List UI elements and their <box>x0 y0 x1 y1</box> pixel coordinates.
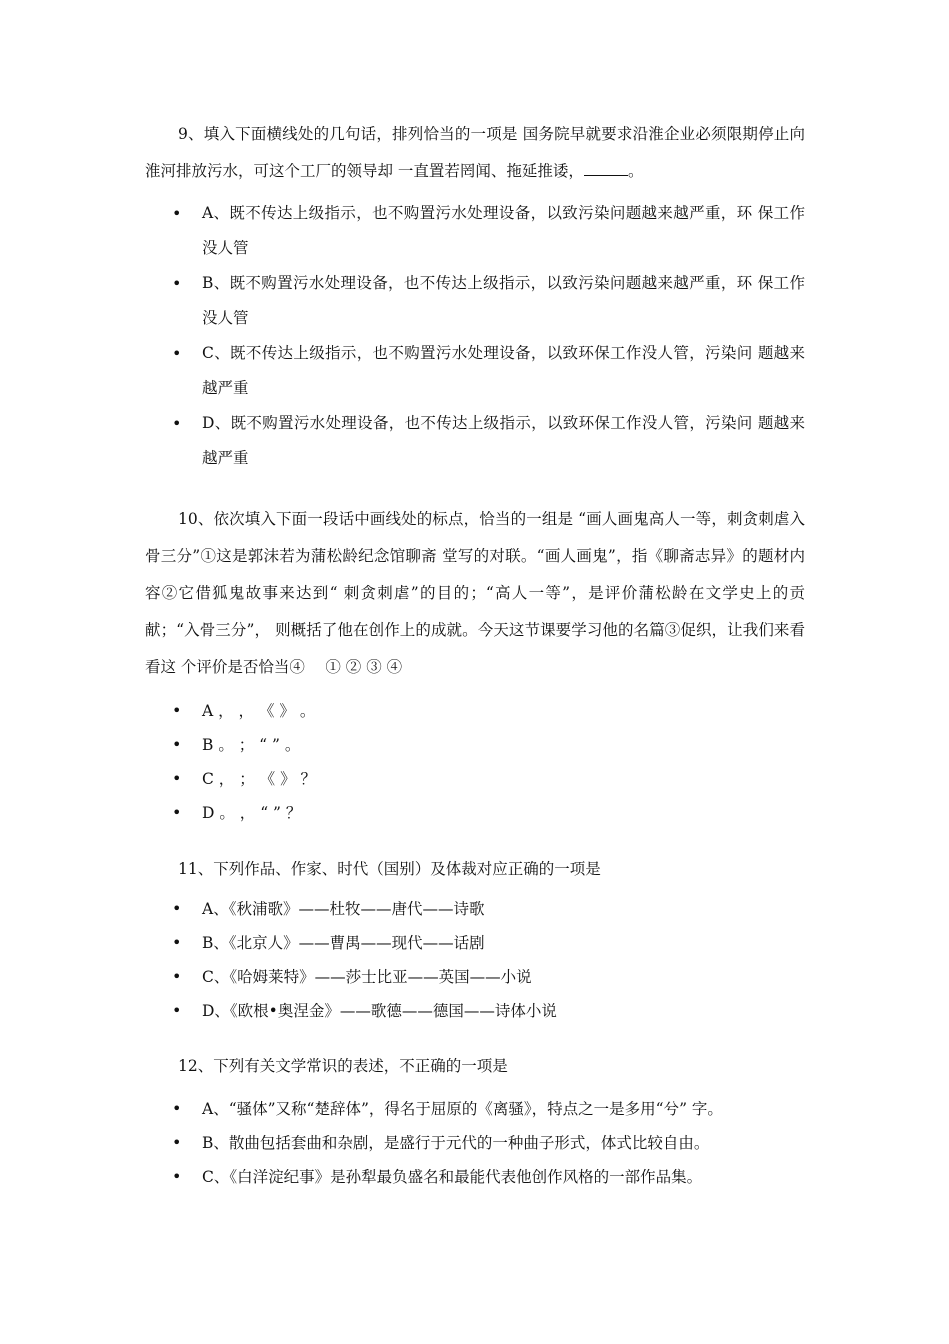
option-9-a: • A、既不传达上级指示，也不购置污水处理设备，以致污染问题越来越严重，环 保工作没人管 <box>0 196 805 266</box>
bullet-icon: • <box>172 899 182 918</box>
option-9-b: • B、既不购置污水处理设备，也不传达上级指示，以致污染问题越来越严重，环 保工作没人管 <box>0 266 805 336</box>
bullet-icon: • <box>172 735 182 754</box>
question-10-options <box>0 694 949 830</box>
bullet-icon: • <box>172 769 182 788</box>
bullet-icon: • <box>172 967 182 986</box>
option-10-d: • D 。 ， “ ” ？ <box>0 796 805 830</box>
bullet-icon: • <box>172 701 182 720</box>
question-12-stem: 12、下列有关文学常识的表述，不正确的一项是 <box>178 1057 508 1075</box>
bullet-icon: • <box>172 1099 182 1118</box>
option-11-a: • A、《秋浦歌》——杜牧——唐代——诗歌 <box>0 892 805 926</box>
option-12-b: • B、散曲包括套曲和杂剧，是盛行于元代的一种曲子形式，体式比较自由。 <box>0 1126 805 1160</box>
bullet-icon: • <box>172 1133 182 1152</box>
question-10-stem: 10、依次填入下面一段话中画线处的标点，恰当的一组是 “画人画鬼高人一等，刺贪刺虐入骨三分”①这是郭沫若为蒲松龄纪念馆聊斋 堂写的对联。“画人画鬼”，指《聊斋志异》的题材内容②它借狐鬼故事来达到“ 刺贪刺虐”的目的；“高人一等”，是评价蒲松龄在文学史上的贡献；“入骨三分”， 则概括了他在创作上的成就。今天这节课要学习他的名篇③促织，让我们来看看这 个评价是否恰当④ ① ② ③ ④ <box>145 510 805 676</box>
option-9-c: • C、既不传达上级指示，也不购置污水处理设备，以致环保工作没人管，污染问 题越来越严重 <box>0 336 805 406</box>
bullet-icon: • <box>172 933 182 952</box>
fill-blank <box>584 163 628 176</box>
option-12-a: • A、“骚体”又称“楚辞体”，得名于屈原的《离骚》，特点之一是多用“兮” 字。 <box>0 1092 805 1126</box>
question-9-options <box>0 196 949 476</box>
question-11-options <box>0 892 949 1028</box>
bullet-icon: • <box>172 204 182 223</box>
bullet-icon: • <box>172 344 182 363</box>
bullet-icon: • <box>172 414 182 433</box>
option-10-b: • B 。 ； “ ” 。 <box>0 728 805 762</box>
option-11-d: • D、《欧根•奥涅金》——歌德——德国——诗体小说 <box>0 994 805 1028</box>
bullet-icon: • <box>172 1167 182 1186</box>
bullet-icon: • <box>172 803 182 822</box>
question-9-stem: 9、填入下面横线处的几句话，排列恰当的一项是 国务院早就要求沿淮企业必须限期停止向淮河排放污水，可这个工厂的领导却 一直置若罔闻、拖延推诿， 。 <box>145 125 805 180</box>
option-11-b: • B、《北京人》——曹禺——现代——话剧 <box>0 926 805 960</box>
option-10-a: • A ， ， 《 》 。 <box>0 694 805 728</box>
question-12-options <box>0 1092 949 1194</box>
option-11-c: • C、《哈姆莱特》——莎士比亚——英国——小说 <box>0 960 805 994</box>
option-10-c: • C ， ； 《 》 ？ <box>0 762 805 796</box>
bullet-icon: • <box>172 1001 182 1020</box>
option-12-c: • C、《白洋淀纪事》是孙犁最负盛名和最能代表他创作风格的一部作品集。 <box>0 1160 805 1194</box>
option-9-d: • D、既不购置污水处理设备，也不传达上级指示，以致环保工作没人管，污染问 题越来越严重 <box>0 406 805 476</box>
question-11-stem: 11、下列作品、作家、时代（国别）及体裁对应正确的一项是 <box>178 860 601 878</box>
bullet-icon: • <box>172 274 182 293</box>
